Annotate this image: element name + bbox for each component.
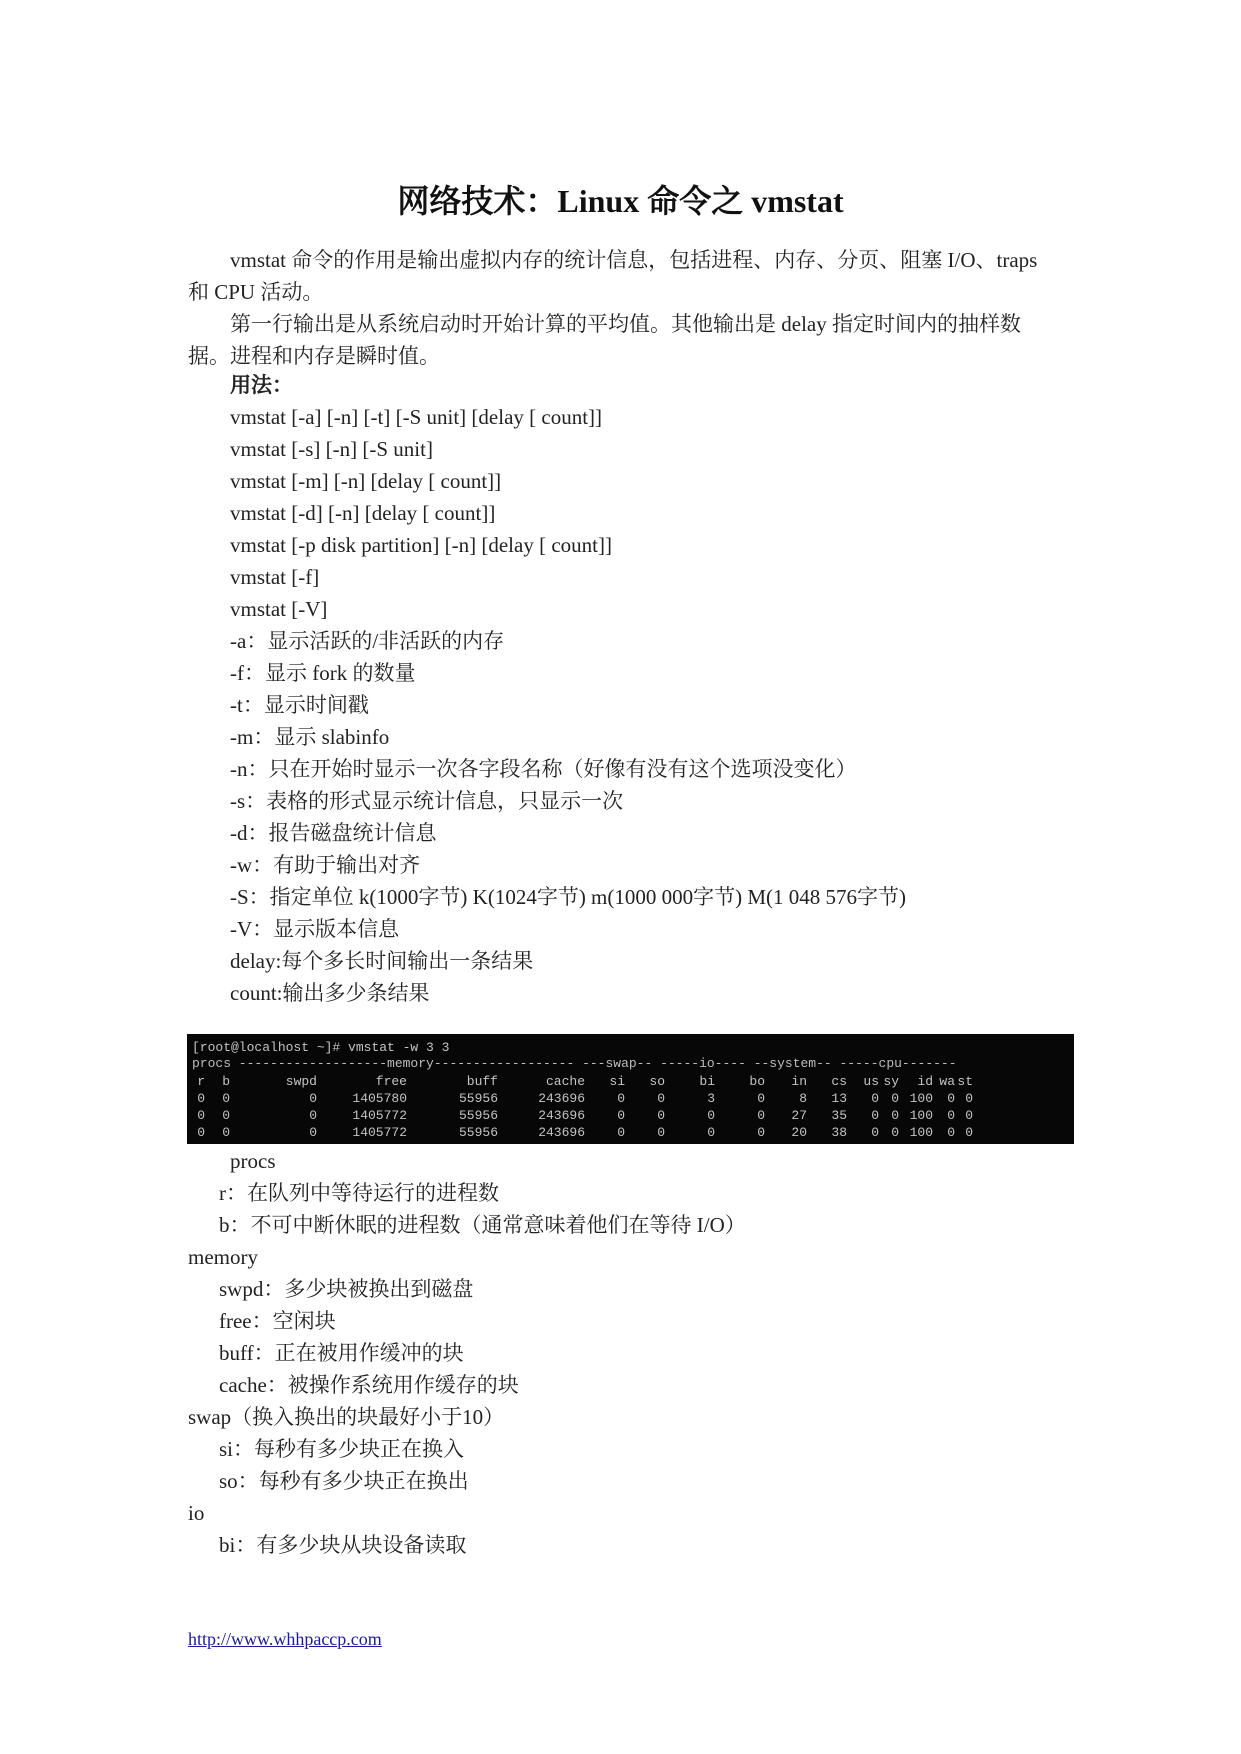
terminal-cell: 55956 (458, 1108, 498, 1123)
option-line: -m：显示 slabinfo (230, 725, 390, 749)
terminal-cell: 0 (707, 1108, 715, 1123)
usage-line: vmstat [-d] [-n] [delay [ count]] (230, 501, 496, 525)
intro-paragraph-2: 第一行输出是从系统启动时开始计算的平均值。其他输出是 delay 指定时间内的抽样数据。进程和内存是瞬时值。 (188, 312, 1021, 368)
terminal-column-header: st (957, 1074, 973, 1089)
terminal-cell: 1405772 (352, 1108, 407, 1123)
terminal-column-header: bi (699, 1074, 715, 1089)
terminal-cell: 0 (197, 1091, 205, 1106)
terminal-cell: 0 (222, 1091, 230, 1106)
usage-line: vmstat [-m] [-n] [delay [ count]] (230, 469, 502, 493)
field-b: b：不可中断休眠的进程数（通常意味着他们在等待 I/O） (219, 1213, 746, 1237)
terminal-cell: 0 (309, 1108, 317, 1123)
terminal-cell: 243696 (538, 1125, 585, 1140)
procs-label: procs (230, 1149, 276, 1173)
terminal-column-header: cs (831, 1074, 847, 1089)
terminal-cell: 243696 (538, 1091, 585, 1106)
swap-label: swap（换入换出的块最好小于10） (188, 1405, 505, 1429)
field-so: so：每秒有多少块正在换出 (219, 1469, 469, 1493)
terminal-cell: 1405780 (352, 1091, 407, 1106)
terminal-column-header: so (649, 1074, 665, 1089)
terminal-column-headers (187, 1074, 1074, 1091)
terminal-cell: 243696 (538, 1108, 585, 1123)
terminal-data-row (187, 1125, 1074, 1142)
terminal-cell: 8 (799, 1091, 807, 1106)
terminal-cell: 0 (617, 1125, 625, 1140)
terminal-cell: 0 (947, 1108, 955, 1123)
option-line: -s：表格的形式显示统计信息，只显示一次 (230, 789, 624, 813)
terminal-column-header: wa (939, 1074, 955, 1089)
field-free: free：空闲块 (219, 1309, 336, 1333)
terminal-cell: 0 (222, 1125, 230, 1140)
terminal-data-row (187, 1108, 1074, 1125)
terminal-command: [root@localhost ~]# vmstat -w 3 3 (192, 1040, 450, 1055)
terminal-cell: 0 (197, 1108, 205, 1123)
terminal-column-header: us (863, 1074, 879, 1089)
usage-line: vmstat [-s] [-n] [-S unit] (230, 437, 433, 461)
terminal-screenshot (187, 1034, 1074, 1144)
terminal-column-header: id (917, 1074, 933, 1089)
option-line: -f：显示 fork 的数量 (230, 661, 416, 685)
terminal-column-header: si (609, 1074, 625, 1089)
footer-link[interactable]: http://www.whhpaccp.com (188, 1629, 382, 1649)
terminal-column-header: buff (466, 1074, 498, 1089)
memory-label: memory (188, 1245, 258, 1269)
terminal-cell: 55956 (458, 1091, 498, 1106)
option-line: delay:每个多长时间输出一条结果 (230, 949, 534, 973)
terminal-cell: 0 (891, 1108, 899, 1123)
terminal-column-header: r (197, 1074, 205, 1089)
usage-line: vmstat [-f] (230, 565, 320, 589)
field-r: r：在队列中等待运行的进程数 (219, 1181, 499, 1205)
terminal-column-header: in (791, 1074, 807, 1089)
terminal-cell: 0 (309, 1125, 317, 1140)
terminal-column-header: cache (545, 1074, 585, 1089)
field-si: si：每秒有多少块正在换入 (219, 1437, 465, 1461)
terminal-column-header: bo (749, 1074, 765, 1089)
terminal-cell: 0 (757, 1108, 765, 1123)
terminal-cell: 0 (757, 1091, 765, 1106)
option-line: -t：显示时间戳 (230, 693, 369, 717)
terminal-cell: 0 (965, 1108, 973, 1123)
terminal-cell: 0 (222, 1108, 230, 1123)
terminal-cell: 0 (947, 1091, 955, 1106)
usage-line: vmstat [-p disk partition] [-n] [delay [ count]] (230, 533, 612, 557)
terminal-cell: 0 (891, 1091, 899, 1106)
terminal-cell: 13 (831, 1091, 847, 1106)
field-bi: bi：有多少块从块设备读取 (219, 1533, 467, 1557)
terminal-cell: 20 (791, 1125, 807, 1140)
terminal-cell: 27 (791, 1108, 807, 1123)
terminal-data-row (187, 1091, 1074, 1108)
terminal-cell: 0 (617, 1091, 625, 1106)
field-cache: cache：被操作系统用作缓存的块 (219, 1373, 519, 1397)
terminal-column-header: free (375, 1074, 407, 1089)
usage-heading: 用法： (230, 373, 293, 397)
terminal-cell: 0 (657, 1108, 665, 1123)
option-line: -n：只在开始时显示一次各字段名称（好像有没有这个选项没变化） (230, 757, 857, 781)
usage-line: vmstat [-V] (230, 597, 328, 621)
terminal-cell: 3 (707, 1091, 715, 1106)
terminal-cell: 100 (909, 1125, 933, 1140)
terminal-cell: 0 (871, 1091, 879, 1106)
terminal-cell: 0 (871, 1125, 879, 1140)
terminal-cell: 0 (707, 1125, 715, 1140)
terminal-cell: 55956 (458, 1125, 498, 1140)
field-buff: buff：正在被用作缓冲的块 (219, 1341, 464, 1365)
terminal-cell: 0 (965, 1091, 973, 1106)
terminal-cell: 0 (617, 1108, 625, 1123)
terminal-cell: 35 (831, 1108, 847, 1123)
terminal-cell: 100 (909, 1108, 933, 1123)
option-line: -S：指定单位 k(1000字节) K(1024字节) m(1000 000字节) M(1 048 576字节) (230, 885, 907, 909)
usage-line: vmstat [-a] [-n] [-t] [-S unit] [delay [ count]] (230, 405, 603, 429)
terminal-column-header: sy (883, 1074, 899, 1089)
terminal-cell: 0 (965, 1125, 973, 1140)
terminal-cell: 38 (831, 1125, 847, 1140)
terminal-cell: 0 (657, 1091, 665, 1106)
field-swpd: swpd：多少块被换出到磁盘 (219, 1277, 474, 1301)
option-line: count:输出多少条结果 (230, 981, 430, 1005)
terminal-header-groups: procs -------------------memory------------------ ---swap-- -----io---- --system-- -----cpu------- (192, 1056, 957, 1071)
terminal-cell: 1405772 (352, 1125, 407, 1140)
page-title: 网络技术：Linux 命令之 vmstat (397, 183, 844, 219)
terminal-cell: 100 (909, 1091, 933, 1106)
terminal-cell: 0 (757, 1125, 765, 1140)
terminal-cell: 0 (891, 1125, 899, 1140)
terminal-column-header: swpd (285, 1074, 317, 1089)
terminal-cell: 0 (197, 1125, 205, 1140)
option-line: -V：显示版本信息 (230, 917, 400, 941)
intro-paragraph-1: vmstat 命令的作用是输出虚拟内存的统计信息，包括进程、内存、分页、阻塞 I/O、traps 和 CPU 活动。 (188, 248, 1038, 304)
terminal-cell: 0 (947, 1125, 955, 1140)
terminal-cell: 0 (871, 1108, 879, 1123)
option-line: -w：有助于输出对齐 (230, 853, 421, 877)
option-line: -d：报告磁盘统计信息 (230, 821, 437, 845)
option-line: -a：显示活跃的/非活跃的内存 (230, 629, 505, 653)
io-label: io (188, 1501, 205, 1525)
terminal-cell: 0 (657, 1125, 665, 1140)
terminal-cell: 0 (309, 1091, 317, 1106)
terminal-column-header: b (222, 1074, 230, 1089)
